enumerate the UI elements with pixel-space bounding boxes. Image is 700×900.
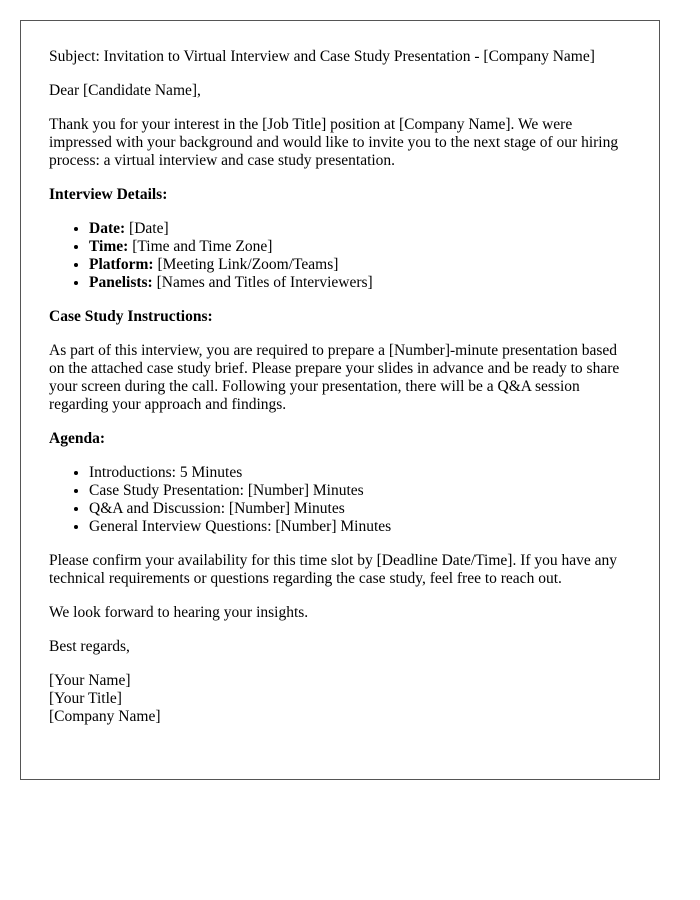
case-study-paragraph: As part of this interview, you are required to prepare a [Number]-minute presentation based on the attached case study brief. Please prepare your slides in advance and be ready to share your screen during the call. Following your presentation, there will be a Q&A session regarding your approach and findings. — [49, 342, 620, 413]
list-item-time — [89, 238, 631, 256]
list-item-date — [89, 220, 631, 238]
subject-line: Subject: Invitation to Virtual Interview and Case Study Presentation - [Company Name] — [49, 48, 595, 65]
list-item: • General Interview Questions: [Number] Minutes — [89, 518, 631, 536]
detail-value: [Time and Time Zone] — [128, 238, 273, 255]
sign-off: Best regards, — [49, 638, 130, 655]
detail-value: [Meeting Link/Zoom/Teams] — [153, 256, 339, 273]
detail-label: Panelists: — [89, 274, 153, 291]
list-item: • Introductions: 5 Minutes — [89, 464, 631, 482]
detail-value: [Date] — [125, 220, 169, 237]
detail-label: Date: — [89, 220, 126, 237]
agenda-heading: Agenda: — [49, 430, 105, 447]
signature-company: [Company Name] — [49, 708, 161, 725]
closing-line: We look forward to hearing your insights. — [49, 604, 309, 621]
signature-name: [Your Name] — [49, 672, 131, 689]
list-item: • Q&A and Discussion: [Number] Minutes — [89, 500, 631, 518]
letter-container — [20, 20, 660, 780]
list-item-panelists — [89, 274, 631, 292]
signature-block — [49, 672, 631, 726]
detail-label: Platform: — [89, 256, 154, 273]
interview-details-heading: Interview Details: — [49, 186, 168, 203]
list-item: • Case Study Presentation: [Number] Minutes — [89, 482, 631, 500]
interview-details-list — [49, 220, 631, 292]
agenda-list — [49, 464, 631, 536]
detail-value: [Names and Titles of Interviewers] — [152, 274, 373, 291]
greeting: Dear [Candidate Name], — [49, 82, 201, 99]
list-item-platform — [89, 256, 631, 274]
detail-label: Time: — [89, 238, 129, 255]
signature-title: [Your Title] — [49, 690, 122, 707]
intro-paragraph: Thank you for your interest in the [Job Title] position at [Company Name]. We were impressed with your background and would like to invite you to the next stage of our hiring process: a virtual interview and case study presentation. — [49, 116, 619, 169]
case-study-heading: Case Study Instructions: — [49, 308, 213, 325]
confirm-paragraph: Please confirm your availability for this time slot by [Deadline Date/Time]. If you have any technical requirements or questions regarding the case study, feel free to reach out. — [49, 552, 618, 587]
